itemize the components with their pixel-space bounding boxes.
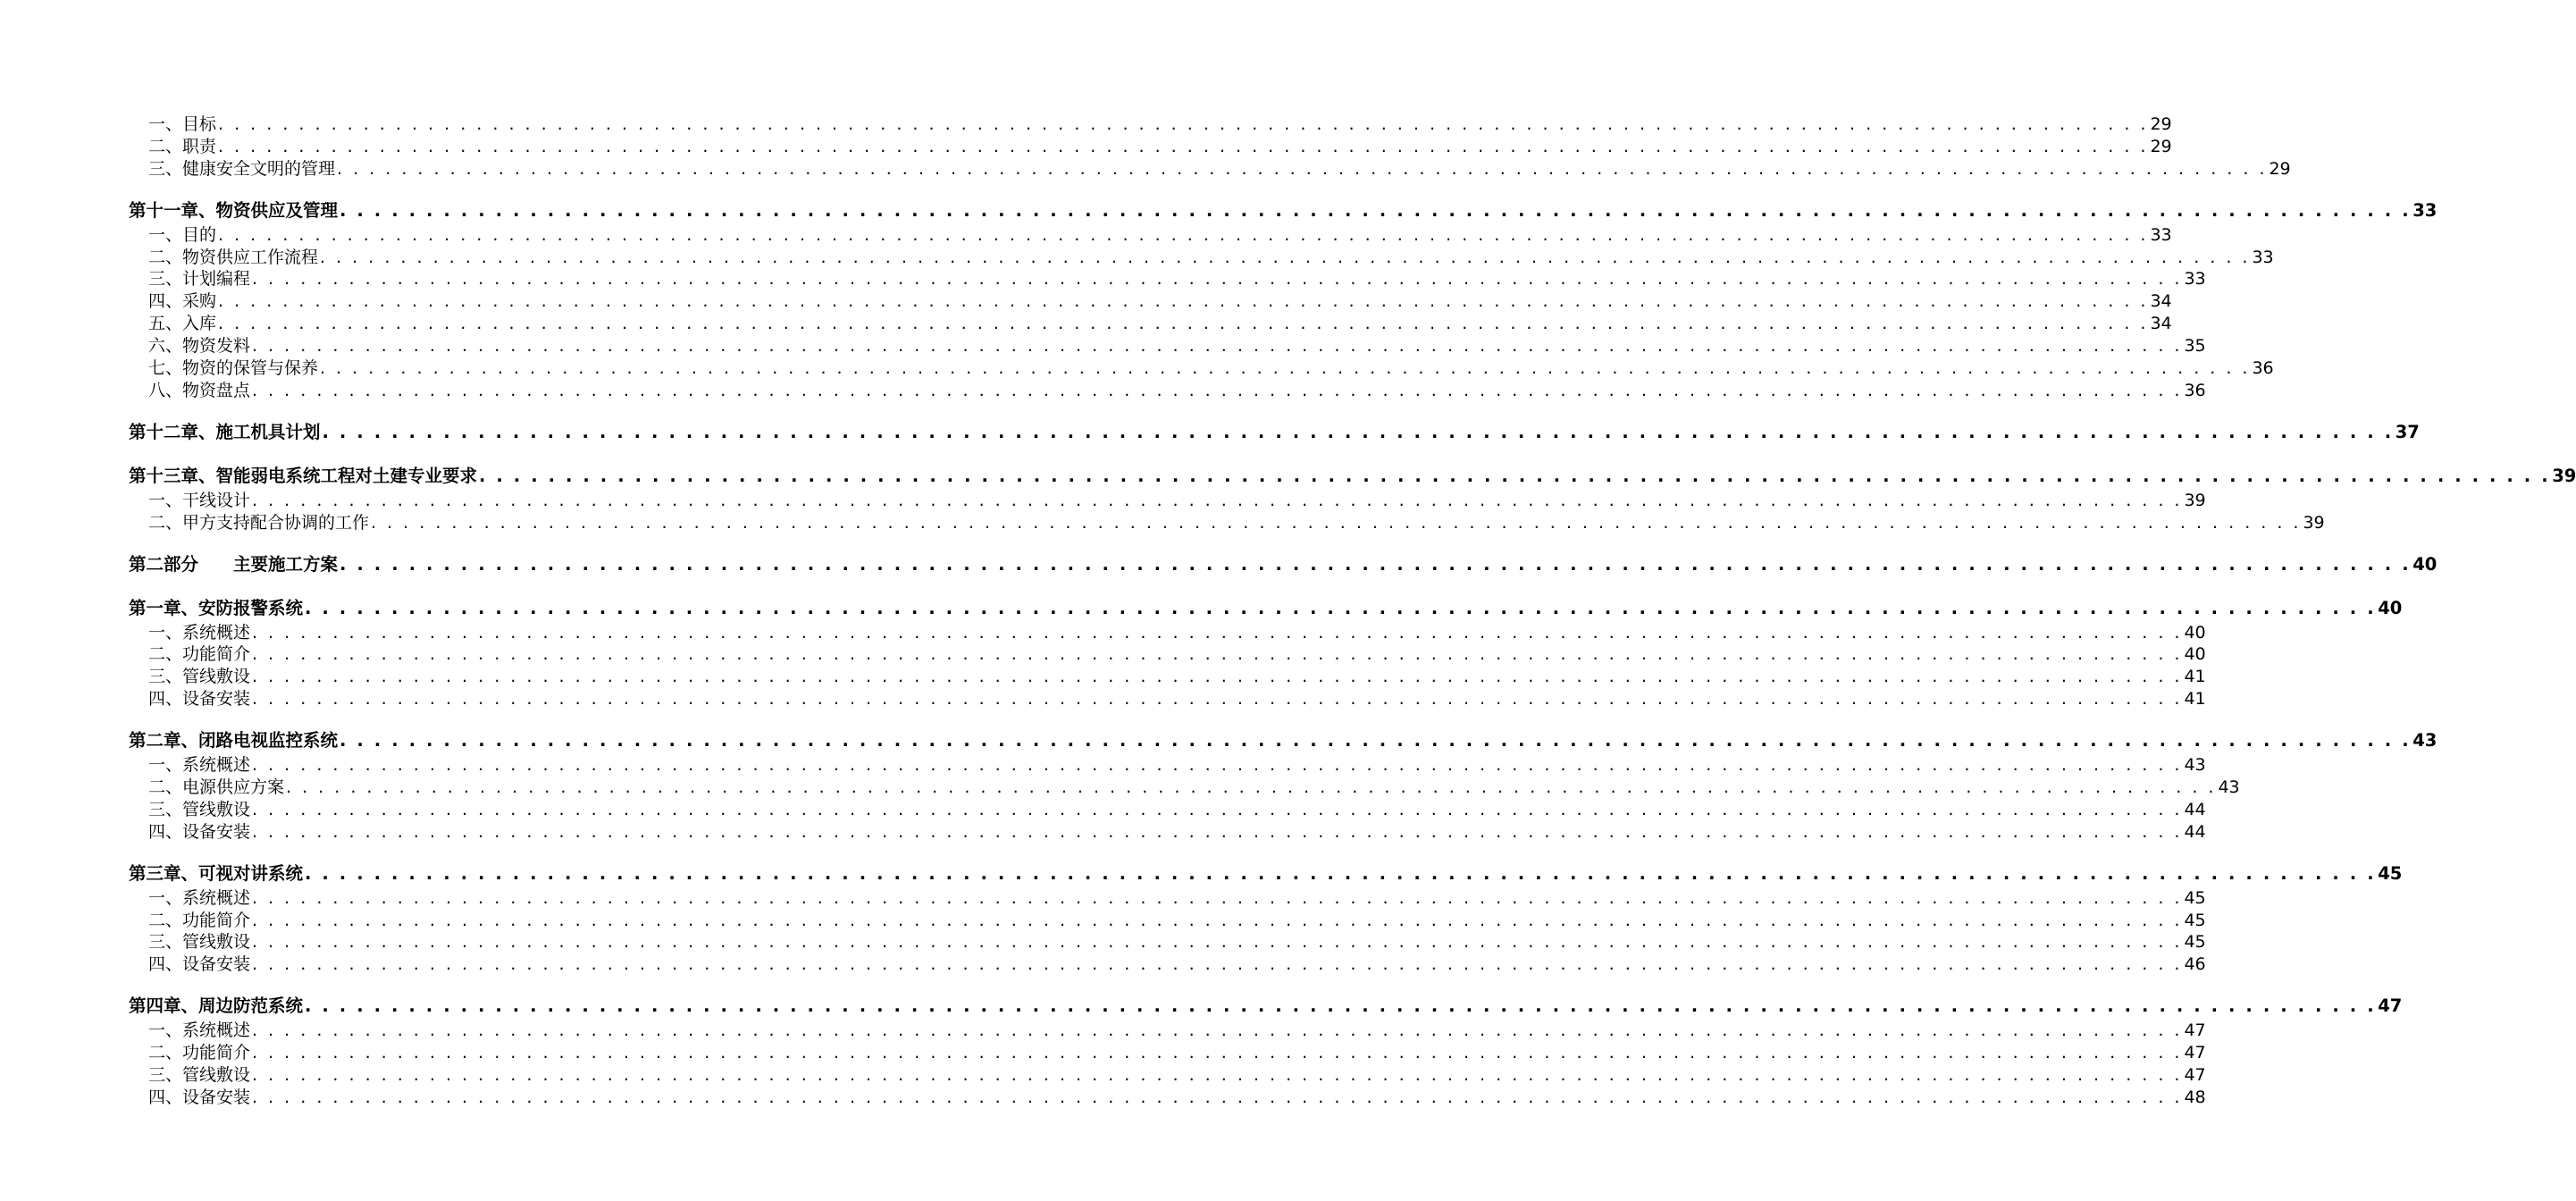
toc-entry-title: 四、采购 — [148, 291, 217, 312]
dot-leader: . . . . . . . . . . . . . . . . . . . . . . . . . . . . . . . . . . . . . . . . . . . . . . . . . . . . . . . . . . . . . . . . . . . . . . . . . . . . . . . . . . . . . . . . . . . . . . . . . . . . . . . . . . . . . . . . . . . . . . . . — [218, 291, 2149, 312]
toc-entry-title: 一、系统概述 — [148, 887, 251, 908]
toc-entry[interactable] — [129, 685, 2206, 710]
dot-leader: . . . . . . . . . . . . . . . . . . . . . . . . . . . . . . . . . . . . . . . . . . . . . . . . . . . . . . . . . . . . . . . . . . . . . . . . . . . . . . . . . . . . . . . . . . . . . . . . . . . . . . . . . . . . . . . . . . . . . . . . — [340, 553, 2412, 575]
dot-leader: . . . . . . . . . . . . . . . . . . . . . . . . . . . . . . . . . . . . . . . . . . . . . . . . . . . . . . . . . . . . . . . . . . . . . . . . . . . . . . . . . . . . . . . . . . . . . . . . . . . . . . . . . . . . . . . . . . . . . . . . — [252, 644, 2183, 665]
toc-entry[interactable] — [129, 819, 2206, 842]
toc-entry[interactable] — [129, 619, 2206, 642]
dot-leader: . . . . . . . . . . . . . . . . . . . . . . . . . . . . . . . . . . . . . . . . . . . . . . . . . . . . . . . . . . . . . . . . . . . . . . . . . . . . . . . . . . . . . . . . . . . . . . . . . . . . . . . . . . . . . . . . . . . . . . . . — [305, 862, 2377, 884]
toc-entry[interactable] — [129, 310, 2172, 334]
toc-entry-title: 二、职责 — [148, 136, 217, 156]
toc-entry-page-number: 47 — [2184, 1065, 2206, 1086]
dot-leader: . . . . . . . . . . . . . . . . . . . . . . . . . . . . . . . . . . . . . . . . . . . . . . . . . . . . . . . . . . . . . . . . . . . . . . . . . . . . . . . . . . . . . . . . . . . . . . . . . . . . . . . . . . . . . . . . . . . . . . . . — [252, 954, 2183, 975]
toc-entry-page-number: 47 — [2184, 1043, 2206, 1063]
dot-leader: . . . . . . . . . . . . . . . . . . . . . . . . . . . . . . . . . . . . . . . . . . . . . . . . . . . . . . . . . . . . . . . . . . . . . . . . . . . . . . . . . . . . . . . . . . . . . . . . . . . . . . . . . . . . . . . . . . . . . . . . — [252, 910, 2183, 930]
toc-entry-page-number: 45 — [2378, 862, 2403, 884]
dot-leader: . . . . . . . . . . . . . . . . . . . . . . . . . . . . . . . . . . . . . . . . . . . . . . . . . . . . . . . . . . . . . . . . . . . . . . . . . . . . . . . . . . . . . . . . . . . . . . . . . . . . . . . . . . . . . . . . . . . . . . . . — [479, 465, 2551, 486]
toc-entry[interactable] — [129, 663, 2206, 687]
dot-leader: . . . . . . . . . . . . . . . . . . . . . . . . . . . . . . . . . . . . . . . . . . . . . . . . . . . . . . . . . . . . . . . . . . . . . . . . . . . . . . . . . . . . . . . . . . . . . . . . . . . . . . . . . . . . . . . . . . . . . . . . — [252, 799, 2183, 819]
toc-entry-page-number: 47 — [2378, 995, 2403, 1017]
dot-leader: . . . . . . . . . . . . . . . . . . . . . . . . . . . . . . . . . . . . . . . . . . . . . . . . . . . . . . . . . . . . . . . . . . . . . . . . . . . . . . . . . . . . . . . . . . . . . . . . . . . . . . . . . . . . . . . . . . . . . . . . — [305, 995, 2377, 1017]
toc-entry-title: 八、物资盘点 — [148, 380, 251, 400]
dot-leader: . . . . . . . . . . . . . . . . . . . . . . . . . . . . . . . . . . . . . . . . . . . . . . . . . . . . . . . . . . . . . . . . . . . . . . . . . . . . . . . . . . . . . . . . . . . . . . . . . . . . . . . . . . . . . . . . . . . . . . . . — [305, 597, 2377, 618]
dot-leader: . . . . . . . . . . . . . . . . . . . . . . . . . . . . . . . . . . . . . . . . . . . . . . . . . . . . . . . . . . . . . . . . . . . . . . . . . . . . . . . . . . . . . . . . . . . . . . . . . . . . . . . . . . . . . . . . . . . . . . . . — [218, 136, 2149, 156]
toc-entry-title: 二、物资供应工作流程 — [148, 247, 319, 267]
toc-entry-page-number: 36 — [2252, 358, 2274, 379]
toc-entry[interactable] — [129, 752, 2206, 776]
toc-entry[interactable] — [129, 133, 2172, 156]
toc-entry-title: 第十三章、智能弱电系统工程对土建专业要求 — [129, 465, 478, 486]
toc-entry-title: 三、管线敷设 — [148, 1065, 251, 1086]
toc-entry-title: 第十一章、物资供应及管理 — [129, 199, 339, 221]
dot-leader: . . . . . . . . . . . . . . . . . . . . . . . . . . . . . . . . . . . . . . . . . . . . . . . . . . . . . . . . . . . . . . . . . . . . . . . . . . . . . . . . . . . . . . . . . . . . . . . . . . . . . . . . . . . . . . . . . . . . . . . . — [252, 667, 2183, 687]
toc-entry-page-number: 40 — [2184, 644, 2206, 665]
toc-entry-page-number: 39 — [2552, 465, 2576, 486]
toc-entry-title: 一、干线设计 — [148, 490, 251, 510]
toc-entry[interactable] — [129, 1084, 2206, 1107]
dot-leader: . . . . . . . . . . . . . . . . . . . . . . . . . . . . . . . . . . . . . . . . . . . . . . . . . . . . . . . . . . . . . . . . . . . . . . . . . . . . . . . . . . . . . . . . . . . . . . . . . . . . . . . . . . . . . . . . . . . . . . . . — [340, 199, 2412, 221]
toc-entry-page-number: 29 — [2269, 158, 2291, 179]
toc-entry[interactable] — [129, 111, 2172, 134]
toc-entry-page-number: 45 — [2184, 887, 2206, 908]
toc-entry-title: 一、目的 — [148, 224, 217, 245]
toc-entry[interactable] — [129, 928, 2206, 953]
dot-leader: . . . . . . . . . . . . . . . . . . . . . . . . . . . . . . . . . . . . . . . . . . . . . . . . . . . . . . . . . . . . . . . . . . . . . . . . . . . . . . . . . . . . . . . . . . . . . . . . . . . . . . . . . . . . . . . . . . . . . . . . — [320, 358, 2251, 379]
toc-entry-title: 三、计划编程 — [148, 269, 251, 290]
dot-leader: . . . . . . . . . . . . . . . . . . . . . . . . . . . . . . . . . . . . . . . . . . . . . . . . . . . . . . . . . . . . . . . . . . . . . . . . . . . . . . . . . . . . . . . . . . . . . . . . . . . . . . . . . . . . . . . . . . . . . . . . — [337, 158, 2268, 179]
toc-entry-page-number: 43 — [2184, 755, 2206, 776]
toc-entry-page-number: 46 — [2184, 954, 2206, 975]
toc-chapter-entry[interactable] — [129, 197, 2438, 222]
toc-chapter-entry[interactable] — [129, 550, 2438, 575]
toc-chapter-entry[interactable] — [129, 594, 2403, 619]
toc-entry-page-number: 34 — [2150, 291, 2172, 312]
dot-leader: . . . . . . . . . . . . . . . . . . . . . . . . . . . . . . . . . . . . . . . . . . . . . . . . . . . . . . . . . . . . . . . . . . . . . . . . . . . . . . . . . . . . . . . . . . . . . . . . . . . . . . . . . . . . . . . . . . . . . . . . — [340, 730, 2412, 752]
toc-entry-title: 第二章、闭路电视监控系统 — [129, 730, 339, 752]
toc-entry-page-number: 37 — [2395, 421, 2420, 442]
dot-leader: . . . . . . . . . . . . . . . . . . . . . . . . . . . . . . . . . . . . . . . . . . . . . . . . . . . . . . . . . . . . . . . . . . . . . . . . . . . . . . . . . . . . . . . . . . . . . . . . . . . . . . . . . . . . . . . . . . . . . . . . — [252, 336, 2183, 357]
toc-entry-page-number: 33 — [2252, 247, 2274, 267]
toc-entry-title: 三、管线敷设 — [148, 799, 251, 819]
toc-entry-title: 二、功能简介 — [148, 644, 251, 665]
toc-entry-title: 第十二章、施工机具计划 — [129, 421, 321, 442]
toc-entry[interactable] — [129, 244, 2274, 267]
toc-entry-title: 第三章、可视对讲系统 — [129, 862, 304, 884]
toc-entry[interactable] — [129, 332, 2206, 357]
dot-leader: . . . . . . . . . . . . . . . . . . . . . . . . . . . . . . . . . . . . . . . . . . . . . . . . . . . . . . . . . . . . . . . . . . . . . . . . . . . . . . . . . . . . . . . . . . . . . . . . . . . . . . . . . . . . . . . . . . . . . . . . — [252, 689, 2183, 710]
toc-entry-title: 一、系统概述 — [148, 622, 251, 642]
toc-entry-title: 一、系统概述 — [148, 1020, 251, 1041]
toc-chapter-entry[interactable] — [129, 992, 2403, 1017]
toc-entry-title: 三、健康安全文明的管理 — [148, 158, 336, 179]
toc-entry-page-number: 44 — [2184, 821, 2206, 842]
dot-leader: . . . . . . . . . . . . . . . . . . . . . . . . . . . . . . . . . . . . . . . . . . . . . . . . . . . . . . . . . . . . . . . . . . . . . . . . . . . . . . . . . . . . . . . . . . . . . . . . . . . . . . . . . . . . . . . . . . . . . . . . — [286, 777, 2217, 798]
dot-leader: . . . . . . . . . . . . . . . . . . . . . . . . . . . . . . . . . . . . . . . . . . . . . . . . . . . . . . . . . . . . . . . . . . . . . . . . . . . . . . . . . . . . . . . . . . . . . . . . . . . . . . . . . . . . . . . . . . . . . . . . — [252, 269, 2183, 290]
toc-entry[interactable] — [129, 907, 2206, 930]
toc-entry[interactable] — [129, 1039, 2206, 1063]
dot-leader: . . . . . . . . . . . . . . . . . . . . . . . . . . . . . . . . . . . . . . . . . . . . . . . . . . . . . . . . . . . . . . . . . . . . . . . . . . . . . . . . . . . . . . . . . . . . . . . . . . . . . . . . . . . . . . . . . . . . . . . . — [320, 247, 2251, 267]
dot-leader: . . . . . . . . . . . . . . . . . . . . . . . . . . . . . . . . . . . . . . . . . . . . . . . . . . . . . . . . . . . . . . . . . . . . . . . . . . . . . . . . . . . . . . . . . . . . . . . . . . . . . . . . . . . . . . . . . . . . . . . . — [218, 114, 2149, 134]
dot-leader: . . . . . . . . . . . . . . . . . . . . . . . . . . . . . . . . . . . . . . . . . . . . . . . . . . . . . . . . . . . . . . . . . . . . . . . . . . . . . . . . . . . . . . . . . . . . . . . . . . . . . . . . . . . . . . . . . . . . . . . . — [218, 224, 2149, 245]
toc-entry[interactable] — [129, 1017, 2206, 1041]
toc-chapter-entry[interactable] — [129, 860, 2403, 885]
toc-entry[interactable] — [129, 288, 2172, 312]
toc-entry-page-number: 43 — [2218, 777, 2240, 798]
toc-entry[interactable] — [129, 641, 2206, 665]
toc-entry-page-number: 48 — [2184, 1087, 2206, 1107]
toc-entry[interactable] — [129, 155, 2291, 179]
toc-entry[interactable] — [129, 796, 2206, 819]
toc-entry[interactable] — [129, 377, 2206, 400]
toc-entry-title: 二、甲方支持配合协调的工作 — [148, 512, 370, 533]
toc-entry[interactable] — [129, 951, 2206, 975]
toc-entry-page-number: 40 — [2378, 597, 2403, 618]
dot-leader: . . . . . . . . . . . . . . . . . . . . . . . . . . . . . . . . . . . . . . . . . . . . . . . . . . . . . . . . . . . . . . . . . . . . . . . . . . . . . . . . . . . . . . . . . . . . . . . . . . . . . . . . . . . . . . . . . . . . . . . . — [218, 314, 2149, 334]
table-of-contents — [129, 111, 2576, 1107]
dot-leader: . . . . . . . . . . . . . . . . . . . . . . . . . . . . . . . . . . . . . . . . . . . . . . . . . . . . . . . . . . . . . . . . . . . . . . . . . . . . . . . . . . . . . . . . . . . . . . . . . . . . . . . . . . . . . . . . . . . . . . . . — [322, 421, 2394, 442]
toc-entry[interactable] — [129, 774, 2240, 798]
toc-entry-page-number: 47 — [2184, 1020, 2206, 1041]
toc-entry-title: 二、功能简介 — [148, 1043, 251, 1063]
dot-leader: . . . . . . . . . . . . . . . . . . . . . . . . . . . . . . . . . . . . . . . . . . . . . . . . . . . . . . . . . . . . . . . . . . . . . . . . . . . . . . . . . . . . . . . . . . . . . . . . . . . . . . . . . . . . . . . . . . . . . . . . — [252, 755, 2183, 776]
dot-leader: . . . . . . . . . . . . . . . . . . . . . . . . . . . . . . . . . . . . . . . . . . . . . . . . . . . . . . . . . . . . . . . . . . . . . . . . . . . . . . . . . . . . . . . . . . . . . . . . . . . . . . . . . . . . . . . . . . . . . . . . — [252, 821, 2183, 842]
toc-entry-page-number: 35 — [2184, 336, 2206, 357]
toc-entry-title: 四、设备安装 — [148, 689, 251, 710]
toc-entry-page-number: 45 — [2184, 932, 2206, 953]
toc-entry-title: 二、电源供应方案 — [148, 777, 285, 798]
toc-entry-page-number: 33 — [2184, 269, 2206, 290]
toc-entry[interactable] — [129, 487, 2206, 510]
toc-entry-page-number: 39 — [2303, 512, 2325, 533]
toc-entry-title: 一、系统概述 — [148, 755, 251, 776]
toc-entry-page-number: 40 — [2184, 622, 2206, 642]
toc-chapter-entry[interactable] — [129, 726, 2438, 752]
toc-entry-title: 第二部分 主要施工方案 — [129, 553, 339, 575]
toc-chapter-entry[interactable] — [129, 418, 2420, 443]
toc-entry-title: 一、目标 — [148, 114, 217, 134]
toc-entry-page-number: 41 — [2184, 689, 2206, 710]
toc-entry-title: 七、物资的保管与保养 — [148, 358, 319, 379]
dot-leader: . . . . . . . . . . . . . . . . . . . . . . . . . . . . . . . . . . . . . . . . . . . . . . . . . . . . . . . . . . . . . . . . . . . . . . . . . . . . . . . . . . . . . . . . . . . . . . . . . . . . . . . . . . . . . . . . . . . . . . . . — [252, 622, 2183, 642]
dot-leader: . . . . . . . . . . . . . . . . . . . . . . . . . . . . . . . . . . . . . . . . . . . . . . . . . . . . . . . . . . . . . . . . . . . . . . . . . . . . . . . . . . . . . . . . . . . . . . . . . . . . . . . . . . . . . . . . . . . . . . . . — [371, 512, 2302, 533]
toc-entry-title: 第四章、周边防范系统 — [129, 995, 304, 1017]
toc-entry-page-number: 34 — [2150, 314, 2172, 334]
toc-entry-page-number: 43 — [2412, 730, 2438, 752]
toc-entry-page-number: 29 — [2150, 114, 2172, 134]
toc-entry-page-number: 39 — [2184, 490, 2206, 510]
dot-leader: . . . . . . . . . . . . . . . . . . . . . . . . . . . . . . . . . . . . . . . . . . . . . . . . . . . . . . . . . . . . . . . . . . . . . . . . . . . . . . . . . . . . . . . . . . . . . . . . . . . . . . . . . . . . . . . . . . . . . . . . — [252, 490, 2183, 510]
toc-entry-page-number: 44 — [2184, 799, 2206, 819]
toc-entry-title: 四、设备安装 — [148, 1087, 251, 1107]
dot-leader: . . . . . . . . . . . . . . . . . . . . . . . . . . . . . . . . . . . . . . . . . . . . . . . . . . . . . . . . . . . . . . . . . . . . . . . . . . . . . . . . . . . . . . . . . . . . . . . . . . . . . . . . . . . . . . . . . . . . . . . . — [252, 380, 2183, 400]
toc-entry-title: 六、物资发料 — [148, 336, 251, 357]
dot-leader: . . . . . . . . . . . . . . . . . . . . . . . . . . . . . . . . . . . . . . . . . . . . . . . . . . . . . . . . . . . . . . . . . . . . . . . . . . . . . . . . . . . . . . . . . . . . . . . . . . . . . . . . . . . . . . . . . . . . . . . . — [252, 887, 2183, 908]
toc-entry[interactable] — [129, 1062, 2206, 1086]
toc-entry-page-number: 45 — [2184, 910, 2206, 930]
toc-entry-page-number: 33 — [2412, 199, 2438, 221]
toc-entry-page-number: 40 — [2412, 553, 2438, 575]
toc-entry-title: 第一章、安防报警系统 — [129, 597, 304, 618]
toc-entry[interactable] — [129, 885, 2206, 908]
toc-entry-title: 三、管线敷设 — [148, 932, 251, 953]
toc-entry-page-number: 41 — [2184, 667, 2206, 687]
toc-entry-title: 四、设备安装 — [148, 954, 251, 975]
toc-chapter-entry[interactable] — [129, 462, 2576, 487]
toc-entry-page-number: 36 — [2184, 380, 2206, 400]
toc-entry-page-number: 33 — [2150, 224, 2172, 245]
toc-entry[interactable] — [129, 222, 2172, 245]
toc-entry[interactable] — [129, 265, 2206, 290]
toc-entry-page-number: 29 — [2150, 136, 2172, 156]
dot-leader: . . . . . . . . . . . . . . . . . . . . . . . . . . . . . . . . . . . . . . . . . . . . . . . . . . . . . . . . . . . . . . . . . . . . . . . . . . . . . . . . . . . . . . . . . . . . . . . . . . . . . . . . . . . . . . . . . . . . . . . . — [252, 1065, 2183, 1086]
toc-entry-title: 五、入库 — [148, 314, 217, 334]
dot-leader: . . . . . . . . . . . . . . . . . . . . . . . . . . . . . . . . . . . . . . . . . . . . . . . . . . . . . . . . . . . . . . . . . . . . . . . . . . . . . . . . . . . . . . . . . . . . . . . . . . . . . . . . . . . . . . . . . . . . . . . . — [252, 1087, 2183, 1107]
toc-entry[interactable] — [129, 355, 2274, 379]
toc-entry-title: 二、功能简介 — [148, 910, 251, 930]
toc-entry[interactable] — [129, 509, 2325, 533]
dot-leader: . . . . . . . . . . . . . . . . . . . . . . . . . . . . . . . . . . . . . . . . . . . . . . . . . . . . . . . . . . . . . . . . . . . . . . . . . . . . . . . . . . . . . . . . . . . . . . . . . . . . . . . . . . . . . . . . . . . . . . . . — [252, 932, 2183, 953]
toc-entry-title: 四、设备安装 — [148, 821, 251, 842]
dot-leader: . . . . . . . . . . . . . . . . . . . . . . . . . . . . . . . . . . . . . . . . . . . . . . . . . . . . . . . . . . . . . . . . . . . . . . . . . . . . . . . . . . . . . . . . . . . . . . . . . . . . . . . . . . . . . . . . . . . . . . . . — [252, 1043, 2183, 1063]
toc-entry-title: 三、管线敷设 — [148, 667, 251, 687]
dot-leader: . . . . . . . . . . . . . . . . . . . . . . . . . . . . . . . . . . . . . . . . . . . . . . . . . . . . . . . . . . . . . . . . . . . . . . . . . . . . . . . . . . . . . . . . . . . . . . . . . . . . . . . . . . . . . . . . . . . . . . . . — [252, 1020, 2183, 1041]
